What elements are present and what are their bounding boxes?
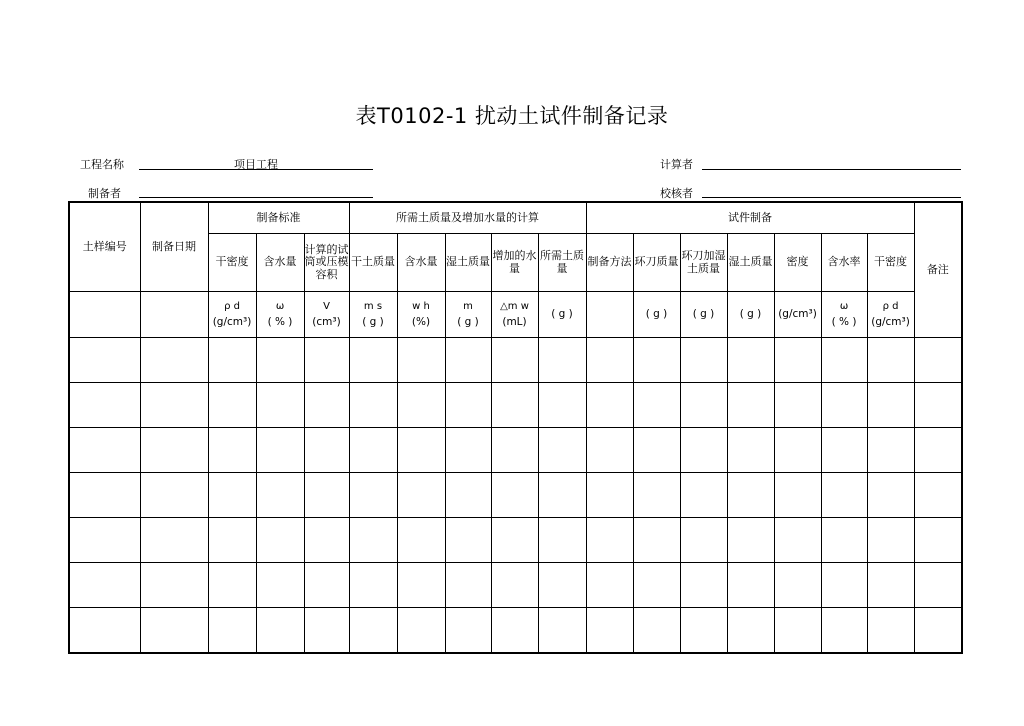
unit-cell — [256, 292, 304, 338]
table-row — [69, 338, 962, 383]
input-cell[interactable] — [914, 518, 962, 563]
column-header: 制备方法 — [586, 234, 633, 292]
input-cell[interactable] — [774, 473, 821, 518]
input-cell[interactable] — [727, 383, 774, 428]
input-cell[interactable] — [445, 383, 491, 428]
input-cell[interactable] — [304, 563, 349, 608]
symbol-label: △m w — [500, 300, 529, 312]
symbol-label: ρ d — [224, 300, 240, 312]
prep-date-header: 制备日期 — [140, 202, 208, 292]
input-cell[interactable] — [491, 608, 538, 654]
column-header: 计算的试筒或压模容积 — [304, 234, 349, 292]
unit-cell — [821, 292, 867, 338]
table-row — [69, 518, 962, 563]
unit-label: ( g ) — [551, 308, 573, 321]
symbol-label: m — [463, 300, 473, 312]
input-cell[interactable] — [821, 518, 867, 563]
input-cell[interactable] — [727, 428, 774, 473]
input-cell[interactable] — [633, 428, 680, 473]
table-row — [69, 383, 962, 428]
input-cell[interactable] — [538, 338, 586, 383]
table-row — [69, 473, 962, 518]
input-cell[interactable] — [586, 383, 633, 428]
input-cell[interactable] — [727, 338, 774, 383]
input-cell[interactable] — [69, 383, 140, 428]
unit-cell — [397, 292, 445, 338]
prep-date-unit-cell — [140, 292, 208, 338]
input-cell[interactable] — [491, 518, 538, 563]
input-cell[interactable] — [69, 473, 140, 518]
input-cell[interactable] — [680, 473, 727, 518]
input-cell[interactable] — [491, 383, 538, 428]
column-header: 干密度 — [867, 234, 914, 292]
input-cell[interactable] — [140, 563, 208, 608]
input-cell[interactable] — [680, 428, 727, 473]
input-cell[interactable] — [256, 563, 304, 608]
input-cell[interactable] — [914, 428, 962, 473]
column-header: 含水率 — [821, 234, 867, 292]
soil-id-header: 土样编号 — [69, 202, 140, 292]
input-cell[interactable] — [349, 563, 397, 608]
input-cell[interactable] — [256, 608, 304, 654]
unit-label: ( g ) — [457, 316, 479, 329]
column-header: 湿土质量 — [727, 234, 774, 292]
input-cell[interactable] — [397, 518, 445, 563]
input-cell[interactable] — [304, 428, 349, 473]
input-cell[interactable] — [867, 338, 914, 383]
calculator-line[interactable] — [702, 169, 961, 170]
column-header: 环刀加湿土质量 — [680, 234, 727, 292]
unit-label: (mL) — [502, 316, 527, 329]
input-cell[interactable] — [397, 428, 445, 473]
input-cell[interactable] — [914, 473, 962, 518]
table-row — [69, 428, 962, 473]
input-cell[interactable] — [914, 338, 962, 383]
input-cell[interactable] — [208, 383, 256, 428]
unit-cell — [208, 292, 256, 338]
unit-label: (cm³) — [312, 316, 341, 329]
symbol-label: ω — [839, 300, 849, 312]
input-cell[interactable] — [491, 473, 538, 518]
input-cell[interactable] — [774, 338, 821, 383]
input-cell[interactable] — [633, 338, 680, 383]
input-cell[interactable] — [867, 383, 914, 428]
input-cell[interactable] — [680, 563, 727, 608]
input-cell[interactable] — [538, 518, 586, 563]
project-name-value: 项目工程 — [234, 158, 278, 171]
unit-cell — [349, 292, 397, 338]
calculator-label: 计算者 — [660, 158, 693, 171]
remark-header: 备注 — [914, 202, 962, 338]
input-cell[interactable] — [256, 518, 304, 563]
input-cell[interactable] — [208, 338, 256, 383]
input-cell[interactable] — [256, 338, 304, 383]
input-cell[interactable] — [538, 473, 586, 518]
input-cell[interactable] — [867, 563, 914, 608]
unit-label: (g/cm³) — [871, 316, 910, 329]
unit-label: ( % ) — [831, 316, 857, 329]
preparer-label: 制备者 — [88, 187, 121, 200]
symbol-label: w h — [412, 300, 430, 312]
unit-label: ( g ) — [645, 308, 668, 321]
input-cell[interactable] — [586, 563, 633, 608]
symbol-label: V — [323, 300, 330, 312]
input-cell[interactable] — [633, 383, 680, 428]
input-cell[interactable] — [445, 563, 491, 608]
input-cell[interactable] — [538, 428, 586, 473]
symbol-label: m s — [363, 300, 383, 312]
input-cell[interactable] — [304, 518, 349, 563]
input-cell[interactable] — [304, 473, 349, 518]
input-cell[interactable] — [349, 428, 397, 473]
checker-label: 校核者 — [660, 187, 693, 200]
input-cell[interactable] — [774, 608, 821, 654]
input-cell[interactable] — [914, 608, 962, 654]
unit-cell — [867, 292, 914, 338]
input-cell[interactable] — [349, 383, 397, 428]
input-cell[interactable] — [256, 428, 304, 473]
input-cell[interactable] — [349, 473, 397, 518]
unit-cell — [304, 292, 349, 338]
input-cell[interactable] — [397, 383, 445, 428]
unit-cell — [727, 292, 774, 338]
input-cell[interactable] — [586, 608, 633, 654]
input-cell[interactable] — [208, 428, 256, 473]
unit-label: (g/cm³) — [778, 308, 817, 321]
input-cell[interactable] — [727, 563, 774, 608]
input-cell[interactable] — [491, 563, 538, 608]
unit-cell — [680, 292, 727, 338]
input-cell[interactable] — [586, 473, 633, 518]
specimen-group-header: 试件制备 — [586, 202, 914, 234]
input-cell[interactable] — [680, 518, 727, 563]
soil-id-unit-cell — [69, 292, 140, 338]
input-cell[interactable] — [821, 608, 867, 654]
unit-label: ( % ) — [267, 316, 293, 329]
input-cell[interactable] — [586, 338, 633, 383]
unit-cell — [491, 292, 538, 338]
input-cell[interactable] — [349, 608, 397, 654]
input-cell[interactable] — [304, 608, 349, 654]
input-cell[interactable] — [445, 608, 491, 654]
table-row — [69, 608, 962, 654]
input-cell[interactable] — [538, 608, 586, 654]
input-cell[interactable] — [397, 473, 445, 518]
input-cell[interactable] — [680, 338, 727, 383]
input-cell[interactable] — [256, 473, 304, 518]
input-cell[interactable] — [727, 608, 774, 654]
input-cell[interactable] — [727, 473, 774, 518]
input-cell[interactable] — [586, 428, 633, 473]
input-cell[interactable] — [821, 428, 867, 473]
input-cell[interactable] — [140, 518, 208, 563]
input-cell[interactable] — [349, 518, 397, 563]
input-cell[interactable] — [304, 338, 349, 383]
unit-label: (%) — [411, 316, 431, 329]
input-cell[interactable] — [445, 338, 491, 383]
input-cell[interactable] — [586, 518, 633, 563]
input-cell[interactable] — [821, 383, 867, 428]
input-cell[interactable] — [140, 338, 208, 383]
column-header: 湿土质量 — [445, 234, 491, 292]
input-cell[interactable] — [867, 518, 914, 563]
input-cell[interactable] — [774, 428, 821, 473]
column-header: 干密度 — [208, 234, 256, 292]
input-cell[interactable] — [140, 428, 208, 473]
column-header: 含水量 — [397, 234, 445, 292]
input-cell[interactable] — [821, 473, 867, 518]
input-cell[interactable] — [867, 473, 914, 518]
standard-group-header: 制备标准 — [208, 202, 349, 234]
unit-label: ( g ) — [692, 308, 715, 321]
input-cell[interactable] — [491, 428, 538, 473]
input-cell[interactable] — [140, 608, 208, 654]
symbol-label: ρ d — [882, 300, 899, 312]
unit-cell — [586, 292, 633, 338]
unit-cell — [774, 292, 821, 338]
checker-line[interactable] — [702, 197, 961, 198]
input-cell[interactable] — [445, 428, 491, 473]
input-cell[interactable] — [774, 383, 821, 428]
input-cell[interactable] — [774, 518, 821, 563]
input-cell[interactable] — [140, 473, 208, 518]
input-cell[interactable] — [867, 608, 914, 654]
record-table — [68, 201, 963, 654]
input-cell[interactable] — [774, 563, 821, 608]
calc-group-header: 所需土质量及增加水量的计算 — [349, 202, 586, 234]
input-cell[interactable] — [680, 383, 727, 428]
input-cell[interactable] — [208, 608, 256, 654]
input-cell[interactable] — [633, 563, 680, 608]
input-cell[interactable] — [821, 563, 867, 608]
input-cell[interactable] — [821, 338, 867, 383]
input-cell[interactable] — [208, 473, 256, 518]
input-cell[interactable] — [140, 383, 208, 428]
symbol-label: ω — [275, 300, 285, 312]
input-cell[interactable] — [914, 383, 962, 428]
unit-cell — [445, 292, 491, 338]
input-cell[interactable] — [69, 608, 140, 654]
input-cell[interactable] — [69, 563, 140, 608]
unit-label: ( g ) — [362, 316, 384, 329]
input-cell[interactable] — [256, 383, 304, 428]
unit-cell — [633, 292, 680, 338]
input-cell[interactable] — [914, 563, 962, 608]
input-cell[interactable] — [727, 518, 774, 563]
input-cell[interactable] — [69, 428, 140, 473]
input-cell[interactable] — [208, 563, 256, 608]
input-cell[interactable] — [397, 608, 445, 654]
input-cell[interactable] — [491, 338, 538, 383]
input-cell[interactable] — [397, 338, 445, 383]
input-cell[interactable] — [633, 608, 680, 654]
unit-label: (g/cm³) — [212, 316, 252, 329]
unit-label: ( g ) — [739, 308, 762, 321]
column-header: 增加的水量 — [491, 234, 538, 292]
input-cell[interactable] — [633, 518, 680, 563]
page-title: 表T0102-1 扰动土试件制备记录 — [355, 104, 669, 128]
column-header: 密度 — [774, 234, 821, 292]
input-cell[interactable] — [867, 428, 914, 473]
column-header: 干土质量 — [349, 234, 397, 292]
input-cell[interactable] — [538, 383, 586, 428]
column-header: 所需土质量 — [538, 234, 586, 292]
input-cell[interactable] — [69, 518, 140, 563]
preparer-line[interactable] — [139, 197, 373, 198]
input-cell[interactable] — [445, 518, 491, 563]
table-row — [69, 563, 962, 608]
unit-cell — [538, 292, 586, 338]
input-cell[interactable] — [633, 473, 680, 518]
input-cell[interactable] — [397, 563, 445, 608]
input-cell[interactable] — [538, 563, 586, 608]
input-cell[interactable] — [680, 608, 727, 654]
column-header: 环刀质量 — [633, 234, 680, 292]
input-cell[interactable] — [208, 518, 256, 563]
input-cell[interactable] — [445, 473, 491, 518]
input-cell[interactable] — [69, 338, 140, 383]
project-name-label: 工程名称 — [80, 158, 124, 171]
input-cell[interactable] — [349, 338, 397, 383]
input-cell[interactable] — [304, 383, 349, 428]
column-header: 含水量 — [256, 234, 304, 292]
